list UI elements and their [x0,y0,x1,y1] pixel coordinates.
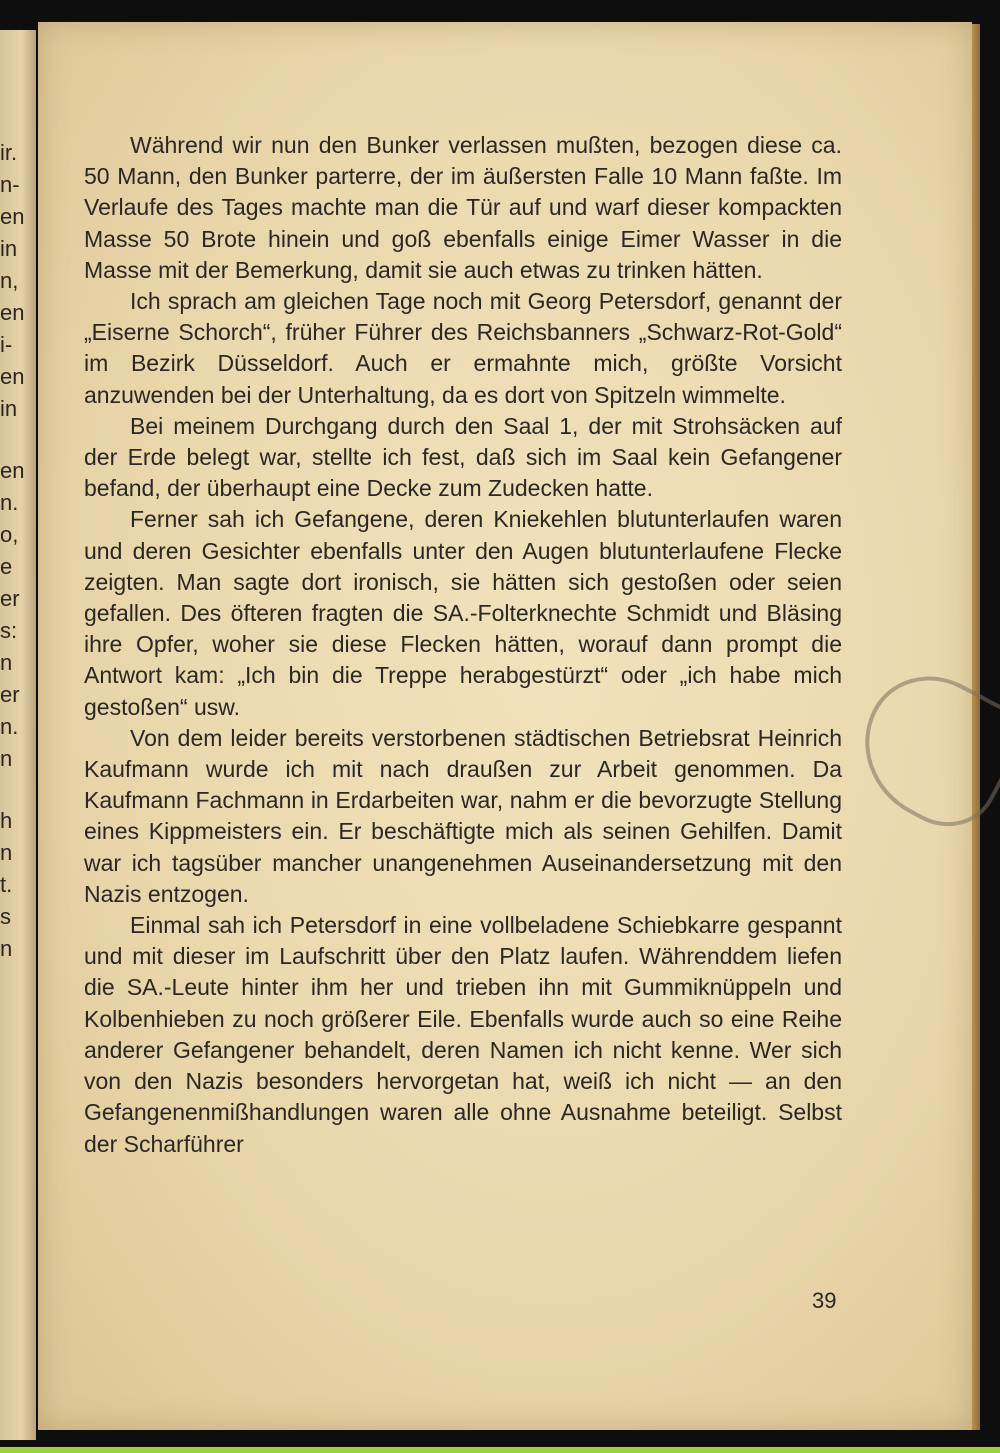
paragraph: Ich sprach am gleichen Tage noch mit Georg Petersdorf, genannt der „Eiserne Schorch“, früher Führer des Reichsbanners „Schwarz-Rot-Gold“ im Bezirk Düsseldorf. Auch er ermahnte mich, größte Vorsicht anzuwenden bei der Unterhaltung, da es dort von Spitzeln wimmelte. [84,288,842,408]
margin-fragment: n [0,936,13,961]
margin-fragment: in [0,396,18,421]
paragraph: Einmal sah ich Petersdorf in eine vollbeladene Schiebkarre gespannt und mit dieser im Laufschritt über den Platz laufen. Währenddem liefen die SA.-Leute hinter ihm her und trieben ihn mit Gummiknüppeln und Kolbenhieben zu noch größerer Eile. Ebenfalls wurde auch so eine Reihe anderer Gefangener behandelt, deren Namen ich nicht kenne. Wer sich von den Nazis besonders hervorgetan hat, weiß ich nicht — an den Gefangenenmißhandlungen waren alle ohne Ausnahme beteiligt. Selbst der Scharführer [84,912,842,1157]
margin-fragment: h [0,808,13,833]
margin-fragment: en [0,458,25,483]
previous-page-edge [0,30,36,1440]
margin-fragment: n. [0,714,19,739]
margin-fragment: o, [0,522,19,547]
margin-fragment: in [0,236,18,261]
margin-fragment: en [0,364,25,389]
paragraph: Bei meinem Durchgang durch den Saal 1, der mit Strohsäcken auf der Erde belegt war, stellte ich fest, daß sich im Saal kein Gefangener befand, der überhaupt eine Decke zum Zudecken hatte. [84,412,842,502]
margin-fragment: n [0,840,13,865]
body-text [84,130,842,1160]
margin-fragment: n- [0,172,20,197]
margin-fragment: er [0,586,20,611]
margin-fragment: s: [0,618,18,643]
page-number: 39 [812,1288,837,1313]
margin-fragment: en [0,204,25,229]
paragraph: Ferner sah ich Gefangene, deren Kniekehlen blutunterlaufen waren und deren Gesichter ebenfalls unter den Augen blutunterlaufene Flecke zeigten. Man sagte dort ironisch, sie hätten sich gestoßen oder seien gefallen. Des öfteren fragten die SA.-Folterknechte Schmidt und Bläsing ihre Opfer, woher sie diese Flecken hätten, worauf dann prompt die Antwort kam: „Ich bin die Treppe herabgestürzt“ oder „ich habe mich gestoßen“ usw. [84,506,842,720]
margin-fragment: n [0,650,13,675]
margin-fragment: ir. [0,140,18,165]
margin-fragment: s [0,904,11,929]
margin-fragment: n, [0,268,19,293]
margin-fragment: n [0,746,13,771]
margin-fragment: e [0,554,13,579]
margin-fragment: i- [0,332,13,357]
margin-fragment: en [0,300,25,325]
paragraph: Von dem leider bereits verstorbenen städtischen Betriebsrat Heinrich Kaufmann wurde ich mit nach draußen zur Arbeit genommen. Da Kaufmann Fachmann in Erdarbeiten war, nahm er die bevorzugte Stellung eines Kippmeisters ein. Er beschäftigte mich als seinen Gehilfen. Damit war ich tagsüber mancher unangenehmen Auseinandersetzung mit den Nazis entzogen. [84,724,842,907]
paragraph: Während wir nun den Bunker verlassen mußten, bezogen diese ca. 50 Mann, den Bunker parterre, der im äußersten Falle 10 Mann faßte. Im Verlaufe des Tages machte man die Tür auf und warf dieser kompackten Masse 50 Brote hinein und goß ebenfalls einige Eimer Wasser in die Masse mit der Bemerkung, damit sie auch etwas zu trinken hätten. [84,132,842,283]
scan-bottom-strip [0,1447,1000,1453]
margin-fragment: er [0,682,20,707]
margin-fragment: t. [0,872,13,897]
margin-fragment: n. [0,490,19,515]
